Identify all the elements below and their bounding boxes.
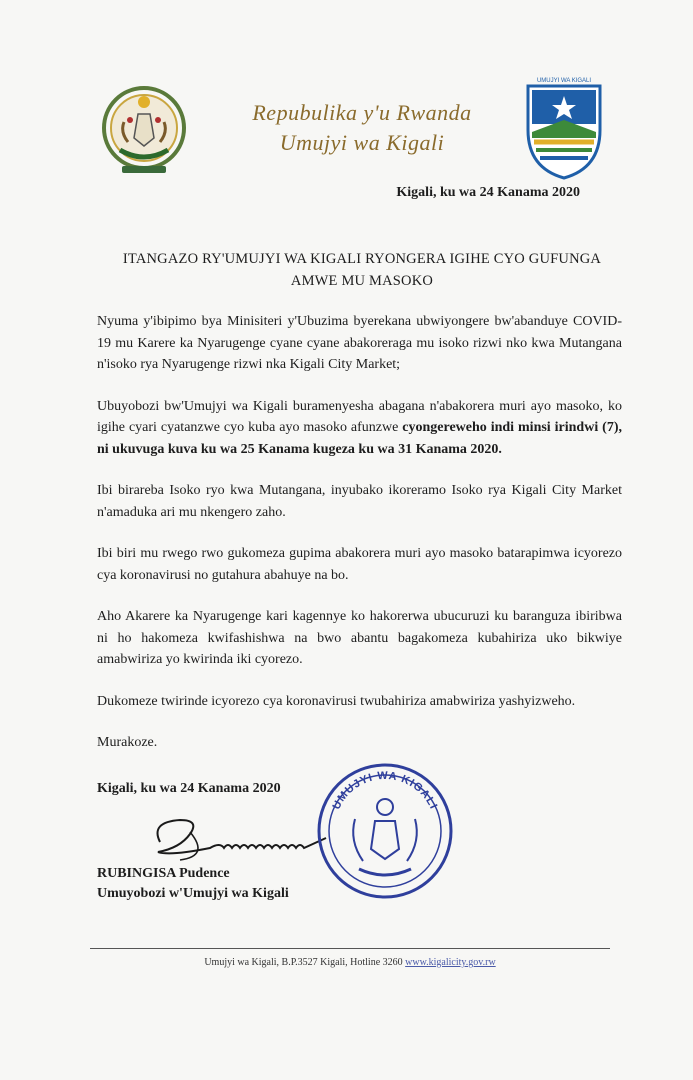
signoff-date: Kigali, ku wa 24 Kanama 2020 (97, 781, 281, 796)
stamp-caption: UMUJYI WA KIGALI (330, 769, 440, 812)
footer (90, 957, 610, 968)
paragraph-5: Aho Akarere ka Nyarugenge kari kagennye ko hakorerwa ubucuruzi ku baranguza ibiribwa ni ho hakomeza kwifashishwa na bwo abantu bagakomeza kubahiriza uko bikwiye amabwiriza yo kwirinda iki cyorezo. (97, 609, 622, 667)
header-title (222, 98, 502, 158)
signer-block (97, 864, 289, 904)
header-line-city: Umujyi wa Kigali (279, 130, 445, 155)
paragraph-6: Dukomeze twirinde icyorezo cya koronavirusi twubahiriza amabwiriza yashyizweho. (97, 693, 576, 709)
letter-body (97, 311, 622, 774)
handwritten-signature-icon (150, 812, 340, 866)
letter-date: Kigali, ku wa 24 Kanama 2020 (396, 185, 580, 200)
paragraph-7: Murakoze. (97, 735, 158, 750)
footer-divider (90, 948, 610, 949)
footer-website-link[interactable]: www.kigalicity.gov.rw (405, 957, 496, 968)
paragraph-3: Ibi birareba Isoko ryo kwa Mutangana, inyubako ikoreramo Isoko rya Kigali City Market n'amaduka ari mu nkengero zaho. (97, 483, 622, 520)
footer-address: Umujyi wa Kigali, B.P.3527 Kigali, Hotline 3260 (204, 957, 406, 968)
rwanda-coat-of-arms-icon (100, 80, 188, 180)
headline-line-2: AMWE MU MASOKO (290, 273, 434, 289)
header-line-republic: Repubulika y'u Rwanda (252, 100, 472, 125)
paragraph-2 (97, 396, 622, 461)
headline-line-1: ITANGAZO RY'UMUJYI WA KIGALI RYONGERA IGIHE CYO GUFUNGA (122, 251, 602, 267)
signer-title: Umuyobozi w'Umujyi wa Kigali (97, 886, 289, 901)
paragraph-2-text: Ubuyobozi bw'Umujyi wa Kigali buramenyesha abagana n'abakorera muri ayo masoko, ko igihe cyari cyatanzwe cyo kuba ayo masoko afunzwe (97, 398, 622, 435)
paragraph-4: Ibi biri mu rwego rwo gukomeza gupima abakorera muri ayo masoko batarapimwa icyorezo cya koronavirusi no gutahura abahuye na bo. (97, 546, 622, 583)
signer-name: RUBINGISA Pudence (97, 866, 230, 881)
paragraph-1: Nyuma y'ibipimo bya Minisiteri y'Ubuzima byerekana ubwiyongere bw'abanduye COVID-19 mu Karere ka Nyarugenge cyane cyane abakoreraga mu isoko rizwi nko kwa Mutangana n'isoko rya Nyarugenge rizwi nka Kigali City Market; (97, 314, 622, 372)
seal-caption: UMUJYI WA KIGALI (536, 78, 592, 84)
kigali-city-seal-icon (520, 72, 608, 182)
official-stamp-icon (315, 757, 455, 902)
paragraph-2-bold: cyongereweho indi minsi irindwi (7), ni ukuvuga kuva ku wa 25 Kanama kugeza ku wa 31 Kanama 2020. (97, 420, 622, 457)
announcement-headline (92, 248, 632, 292)
